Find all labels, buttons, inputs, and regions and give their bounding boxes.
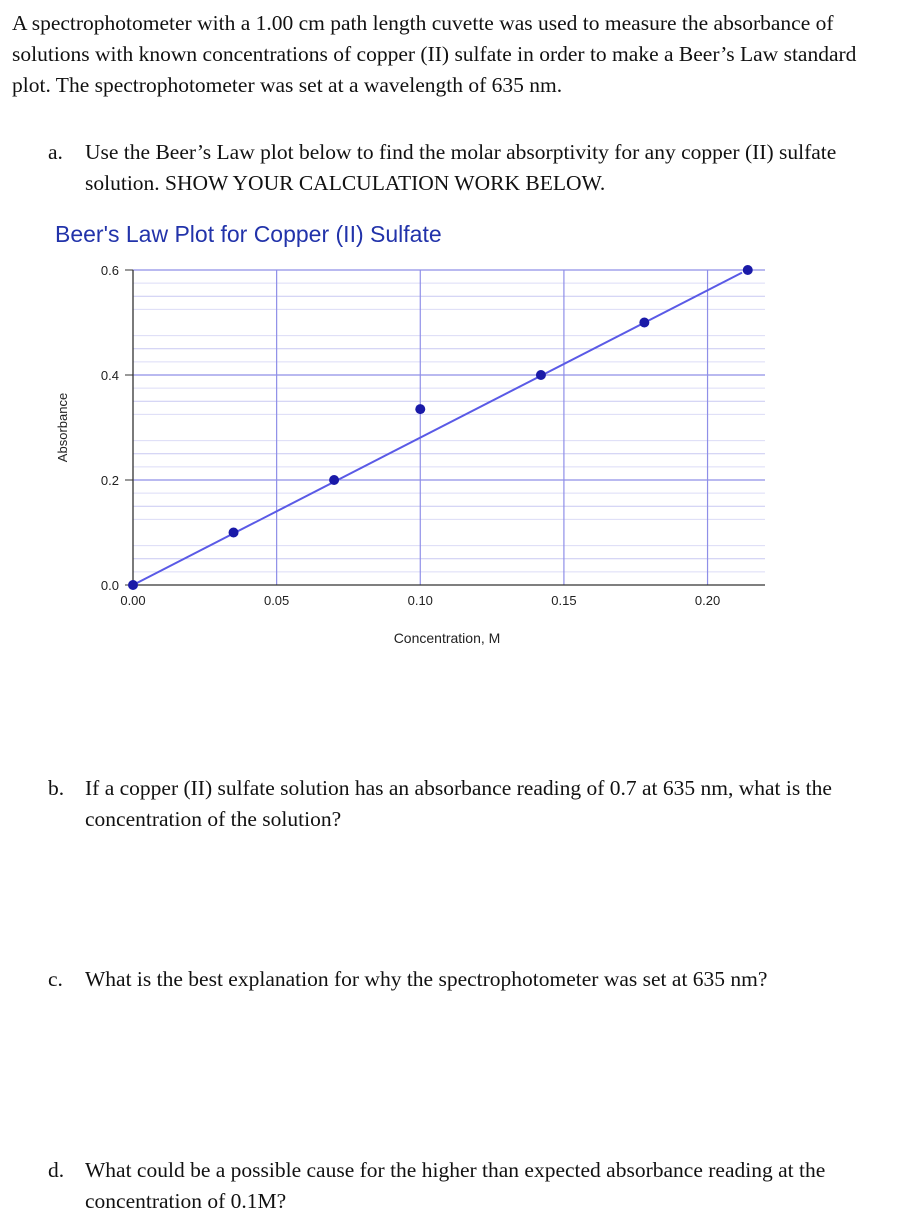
x-tick-label-2: 0.10 <box>407 593 433 608</box>
x-tick-label-3: 0.15 <box>551 593 577 608</box>
data-point-2 <box>229 528 239 538</box>
data-point-5 <box>536 370 546 380</box>
intro-paragraph: A spectrophotometer with a 1.00 cm path length cuvette was used to measure the absorbance of solutions with known concentrations of copper (II) sulfate in order to make a Beer’s Law standard plot. The spectrophotometer was set at a wavelength of 635 nm. <box>12 11 857 97</box>
question-c-text: What is the best explanation for why the spectrophotometer was set at 635 nm? <box>85 967 768 991</box>
chart-title: Beer's Law Plot for Copper (II) Sulfate <box>55 221 442 247</box>
data-point-6 <box>639 318 649 328</box>
question-c-label: c. <box>48 967 63 991</box>
x-tick-label-4: 0.20 <box>694 593 721 608</box>
y-tick-label-3: 0.6 <box>100 263 119 278</box>
data-point-1 <box>128 580 138 590</box>
x-tick-label-0: 0.00 <box>120 593 146 608</box>
y-tick-label-1: 0.2 <box>100 473 119 488</box>
beers-law-chart <box>0 250 904 670</box>
data-point-4 <box>415 404 425 414</box>
x-tick-label-1: 0.05 <box>263 593 290 608</box>
question-a-label: a. <box>48 140 63 164</box>
question-d-text: What could be a possible cause for the higher than expected absorbance reading at the concentration of 0.1M? <box>85 1158 826 1213</box>
question-d-label: d. <box>48 1158 65 1182</box>
chart-tick-labels <box>101 263 720 608</box>
y-tick-label-2: 0.4 <box>100 368 119 383</box>
data-point-7 <box>743 265 753 275</box>
chart-axes <box>125 270 765 585</box>
x-axis-label: Concentration, M <box>393 630 501 646</box>
chart-fit-line-group <box>133 273 742 585</box>
question-a-text: Use the Beer’s Law plot below to find the molar absorptivity for any copper (II) sulfate solution. SHOW YOUR CALCULATION WORK BELOW. <box>85 140 837 195</box>
y-axis-label: Absorbance <box>55 392 70 463</box>
question-b-text: If a copper (II) sulfate solution has an absorbance reading of 0.7 at 635 nm, what is the concentration of the solution? <box>85 776 832 831</box>
question-b-label: b. <box>48 776 65 800</box>
data-point-3 <box>329 475 339 485</box>
chart-grid <box>133 270 765 585</box>
fit-line <box>133 273 742 585</box>
y-tick-label-0: 0.0 <box>100 578 119 593</box>
